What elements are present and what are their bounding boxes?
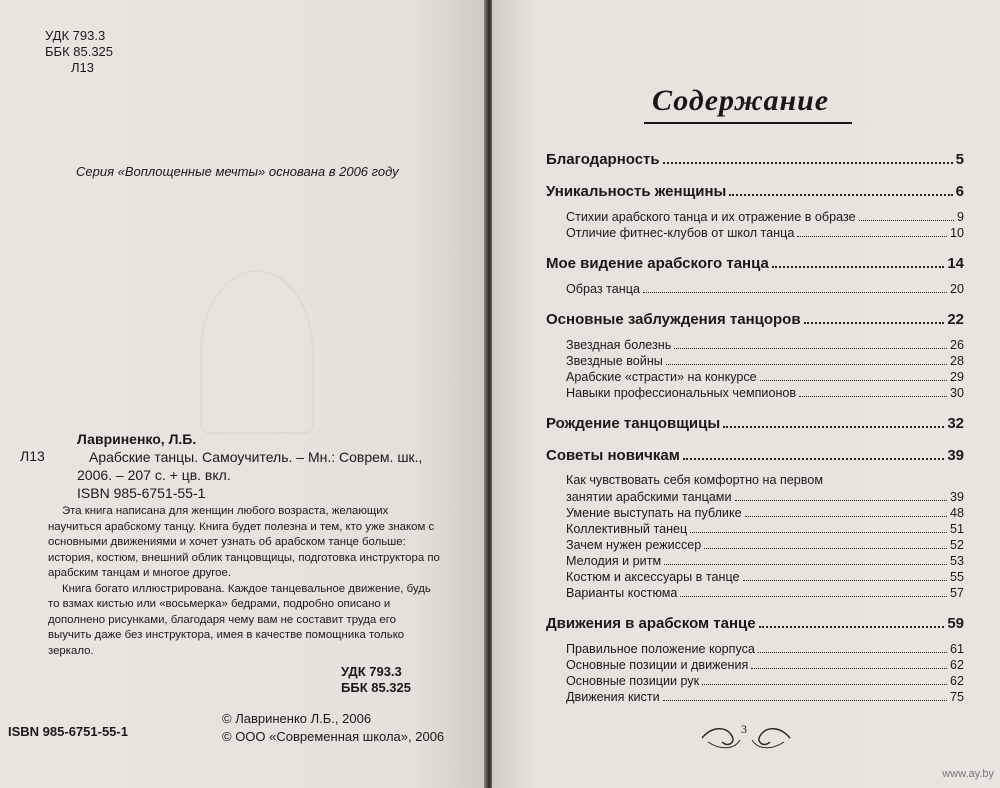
toc-subsection-title: Движения кисти: [566, 690, 660, 704]
toc-subsection-title: Умение выступать на публике: [566, 506, 742, 520]
toc-subsection-page: 62: [949, 658, 964, 672]
toc-subsection-page: 52: [949, 538, 964, 552]
toc-subsection-title: Варианты костюма: [566, 586, 678, 600]
toc-subsection-page: 29: [949, 370, 964, 384]
toc-title-underline: [644, 122, 852, 124]
classification-codes-top: [45, 28, 113, 76]
toc-subsection: [566, 552, 964, 568]
table-of-contents: [546, 148, 964, 704]
bib-author: Лавриненко, Л.Б.: [77, 431, 197, 447]
toc-subsection-page: 62: [949, 674, 964, 688]
toc-leader: [759, 626, 945, 628]
left-page: [0, 0, 486, 788]
bib-isbn: ISBN 985-6751-55-1: [77, 485, 206, 501]
toc-leader: [702, 684, 947, 685]
toc-leader: [799, 396, 947, 397]
toc-chapter: [546, 180, 964, 200]
toc-chapter: [546, 612, 964, 632]
toc-leader: [735, 500, 947, 501]
right-page: [492, 0, 1000, 788]
toc-chapter-page: 32: [947, 415, 964, 432]
toc-subsection-title: занятии арабскими танцами: [566, 490, 732, 504]
bbk-code-bottom: ББК 85.325: [341, 680, 411, 695]
copyright-block: [222, 710, 444, 746]
toc-leader: [758, 652, 947, 653]
toc-chapter-page: 5: [955, 151, 964, 168]
toc-chapter-page: 59: [947, 615, 964, 632]
isbn-bottom: ISBN 985-6751-55-1: [8, 724, 128, 739]
toc-leader: [663, 162, 953, 164]
toc-subsection-title: Мелодия и ритм: [566, 554, 662, 568]
toc-chapter-title: Мое видение арабского танца: [546, 255, 769, 272]
toc-subsection-line: Как чувствовать себя комфортно на первом: [566, 473, 824, 487]
bib-line-2: 2006. – 207 с. + цв. вкл.: [77, 467, 231, 483]
toc-leader: [745, 516, 947, 517]
toc-leader: [729, 194, 952, 196]
toc-subsection-page: 26: [949, 338, 964, 352]
toc-subsection-page: 57: [949, 586, 964, 600]
toc-subsection: [566, 488, 964, 504]
toc-subsection-title: Коллективный танец: [566, 522, 688, 536]
toc-leader: [664, 564, 947, 565]
toc-subsection-title: Отличие фитнес-клубов от школ танца: [566, 226, 795, 240]
toc-subsection: [566, 640, 964, 656]
toc-chapter: [546, 252, 964, 272]
toc-leader: [683, 458, 945, 460]
toc-subsection-title: Звездные войны: [566, 354, 663, 368]
toc-subsection-title: Звездная болезнь: [566, 338, 672, 352]
toc-subsection-title: Основные позиции рук: [566, 674, 700, 688]
toc-subsection-page: 61: [949, 642, 964, 656]
toc-subsection: [566, 656, 964, 672]
toc-subsection-page: 48: [949, 506, 964, 520]
toc-chapter: [546, 148, 964, 168]
classification-codes-bottom: [341, 664, 411, 696]
annotation-paragraph-1: Эта книга написана для женщин любого возраста, желающих научиться арабскому танцу. Книга будет полезна и тем, кто уже знаком с основными движениями и хочет узнать об арабском танце больше: история, костюм, внешний облик танцовщицы, подготовка инструктора по арабским танцам и многое другое.: [48, 505, 440, 579]
toc-subsection-page: 9: [956, 210, 964, 224]
watermark: www.ay.by: [942, 768, 994, 780]
annotation-paragraph-2: Книга богато иллюстрирована. Каждое танцевальное движение, будь то взмах кистью или «восьмерка» бедрами, подробно описано и дополнено рисунками, благодаря чему вам не составит труда его выучить даже без инструктора, имея в качестве помощника только зеркало.: [48, 582, 431, 657]
toc-subsection: [566, 672, 964, 688]
toc-chapter-title: Основные заблуждения танцоров: [546, 311, 801, 328]
toc-subsection-title: Основные позиции и движения: [566, 658, 749, 672]
toc-subsection-page: 30: [949, 386, 964, 400]
udk-code: УДК 793.3: [45, 28, 106, 43]
toc-leader: [760, 380, 947, 381]
toc-subsection: [566, 208, 964, 224]
toc-leader: [772, 266, 944, 268]
page-number: 3: [741, 722, 747, 736]
toc-leader: [674, 348, 947, 349]
toc-leader: [859, 220, 954, 221]
toc-subsection-title: Правильное положение корпуса: [566, 642, 755, 656]
toc-subsection-page: 55: [949, 570, 964, 584]
toc-subsection-page: 10: [949, 226, 964, 240]
toc-subsection-title: Навыки профессиональных чемпионов: [566, 386, 797, 400]
toc-chapter-page: 6: [955, 183, 964, 200]
toc-subsection: [566, 352, 964, 368]
toc-leader: [690, 532, 947, 533]
toc-chapter-title: Советы новичкам: [546, 447, 680, 464]
toc-subsection-title: Костюм и аксессуары в танце: [566, 570, 740, 584]
toc-subsection: [566, 336, 964, 352]
toc-subsection: [566, 224, 964, 240]
toc-subsection: [566, 536, 964, 552]
toc-subsection-title: Зачем нужен режиссер: [566, 538, 702, 552]
toc-leader: [723, 426, 944, 428]
toc-leader: [643, 292, 947, 293]
toc-leader: [797, 236, 947, 237]
toc-chapter-title: Движения в арабском танце: [546, 615, 756, 632]
toc-subsection: [566, 584, 964, 600]
toc-leader: [704, 548, 947, 549]
toc-chapter: [546, 412, 964, 432]
toc-subsection-page: 39: [949, 490, 964, 504]
series-note: Серия «Воплощенные мечты» основана в 2006 году: [76, 164, 399, 179]
bib-line-1: Арабские танцы. Самоучитель. – Мн.: Соврем. шк.,: [89, 449, 423, 465]
annotation: [48, 504, 440, 659]
toc-subsection: [566, 568, 964, 584]
toc-chapter-title: Рождение танцовщицы: [546, 415, 721, 432]
toc-chapter: [546, 444, 964, 464]
toc-leader: [743, 580, 947, 581]
toc-subsection-page: 20: [949, 282, 964, 296]
bbk-code: ББК 85.325: [45, 44, 114, 59]
toc-subsection-title: Образ танца: [566, 282, 640, 296]
toc-chapter-page: 22: [947, 311, 964, 328]
toc-subsection: [566, 688, 964, 704]
toc-subsection: [566, 384, 964, 400]
bleed-through-figure: [200, 270, 314, 434]
toc-subsection-page: 75: [949, 690, 964, 704]
copyright-publisher: © ООО «Современная школа», 2006: [222, 729, 445, 744]
toc-leader: [666, 364, 947, 365]
toc-subsection-page: 53: [949, 554, 964, 568]
toc-chapter: [546, 308, 964, 328]
toc-chapter-title: Благодарность: [546, 151, 660, 168]
toc-subsection-page: 28: [949, 354, 964, 368]
toc-subsection: [566, 504, 964, 520]
toc-leader: [663, 700, 947, 701]
toc-subsection-page: 51: [949, 522, 964, 536]
toc-subsection-title: Арабские «страсти» на конкурсе: [566, 370, 757, 384]
author-code: Л13: [71, 60, 94, 75]
toc-subsection: [566, 280, 964, 296]
toc-subsection: [566, 368, 964, 384]
toc-leader: [804, 322, 945, 324]
toc-chapter-page: 14: [947, 255, 964, 272]
toc-leader: [751, 668, 947, 669]
bibliographic-record: [77, 430, 422, 502]
toc-chapter-page: 39: [947, 447, 964, 464]
bib-author-code: Л13: [20, 448, 45, 464]
toc-subsection: [566, 520, 964, 536]
copyright-author: © Лавриненко Л.Б., 2006: [222, 711, 372, 726]
toc-chapter-title: Уникальность женщины: [546, 183, 727, 200]
toc-title: Содержание: [652, 84, 830, 117]
toc-leader: [680, 596, 947, 597]
udk-code-bottom: УДК 793.3: [341, 664, 402, 679]
toc-subsection-title: Стихии арабского танца и их отражение в образе: [566, 210, 856, 224]
